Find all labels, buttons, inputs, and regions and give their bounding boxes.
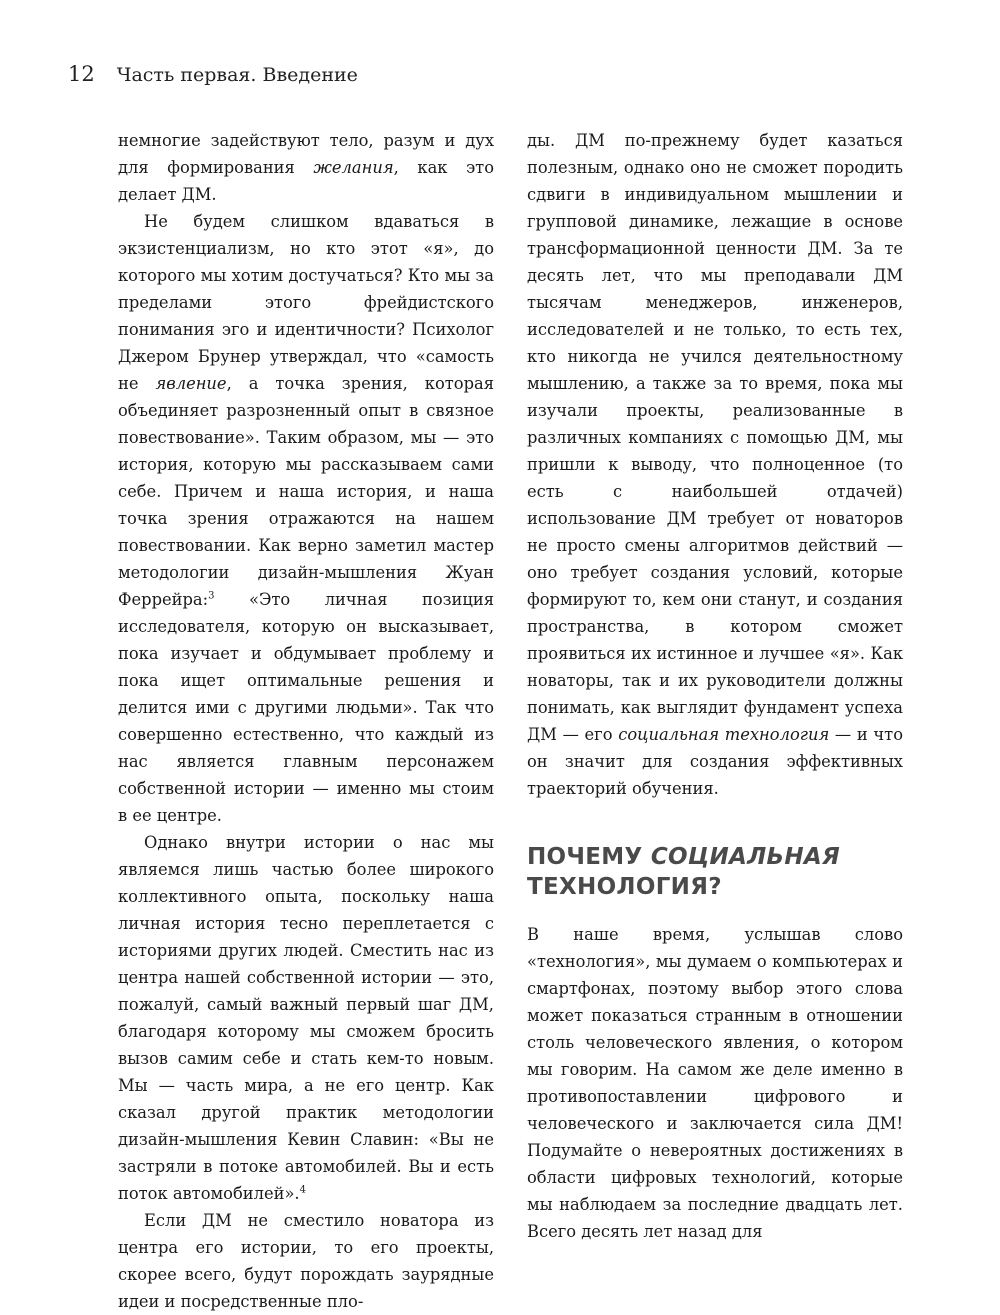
heading-segment: ПОЧЕМУ [527,844,651,870]
footnote-marker[interactable]: 3 [208,590,215,602]
paragraph-3 [118,829,494,1207]
emphasis: желания [313,158,394,177]
footnote-marker[interactable]: 4 [299,1184,306,1196]
text-segment: , а точка зрения, которая объединяет разрозненный опыт в связное повествование». Таким образом, мы — это история, которую мы рассказываем сами себе. Причем и наша история, и наша точка зрения отражаются на нашем повествовании. Как верно заметил мастер методологии дизайн-мышления Жуан Феррейра: [118,374,494,609]
text-segment: «Это личная позиция исследователя, которую он высказывает, пока изучает и обдумывает проблему и пока ищет оптимальные решения и делится ими с другими людьми». Так что совершенно естественно, что каждый из нас является главным персонажем собственной истории — именно мы стоим в ее центре. [118,590,494,825]
paragraph-2 [118,208,494,829]
left-column [118,127,494,1315]
text-segment: ды. ДМ по-прежнему будет казаться полезным, однако оно не сможет породить сдвиги в индивидуальном мышлении и групповой динамике, лежащие в основе трансформационной ценности ДМ. За те десять лет, что мы преподавали ДМ тысячам менеджеров, инженеров, исследователей и не только, то есть тех, кто никогда не учился деятельностному мышлению, а также за то время, пока мы изучали проекты, реализованные в различных компаниях с помощью ДМ, мы пришли к выводу, что полноценное (то есть с наибольшей отдачей) использование ДМ требует от новаторов не просто смены алгоритмов действий — оно требует создания условий, которые формируют то, кем они станут, и создания пространства, в котором сможет проявиться их истинное и лучшее «я». Как новаторы, так и их руководители должны понимать, как выглядит фундамент успеха ДМ — его [527,131,903,744]
paragraph-4: Если ДМ не сместило новатора из центра его истории, то его проекты, скорее всего, будут порождать заурядные идеи и посредственные пло- [118,1211,494,1311]
heading-segment: ТЕХНОЛОГИЯ? [527,874,722,900]
text-segment: Однако внутри истории о нас мы являемся лишь частью более широкого коллективного опыта, поскольку наша личная история тесно переплетается с историями других людей. Сместить нас из центра нашей собственной истории — это, пожалуй, самый важный первый шаг ДМ, благодаря которому мы сможем бросить вызов самим себе и стать кем-то новым. Мы — часть мира, а не его центр. Как сказал другой практик методологии дизайн-мышления Кевин Славин: «Вы не застряли в потоке автомобилей. Вы и есть поток автомобилей». [118,833,494,1203]
text-segment: немногие задействуют тело, разум и дух для формирования [118,131,494,177]
paragraph-continued [527,127,903,802]
text-segment: — и что он значит для создания эффективных траекторий обучения. [527,725,903,798]
heading-emphasis: СОЦИАЛЬНАЯ [650,844,841,870]
section-heading [527,842,903,902]
paragraph-section-start: В наше время, услышав слово «технология», мы думаем о компьютерах и смартфонах, поэтому выбор этого слова может показаться странным в отношении столь человеческого явления, о котором мы говорим. На самом же деле именно в противопоставлении цифрового и человеческого и заключается сила ДМ! Подумайте о невероятных достижениях в области цифровых технологий, которые мы наблюдаем за последние двадцать лет. Всего десять лет назад для [527,925,903,1241]
page-number: 12 [68,62,95,86]
running-header [68,62,358,86]
text-segment: Не будем слишком вдаваться в экзистенциализм, но кто этот «я», до которого мы хотим достучаться? Кто мы за пределами этого фрейдистского понимания эго и идентичности? Психолог Джером Брунер утверждал, что «самость не [118,212,494,393]
right-column [527,127,903,1245]
emphasis: социальная технология [618,725,830,744]
text-segment: , как это делает ДМ. [118,158,494,204]
emphasis: явление [155,374,227,393]
paragraph-1 [118,127,494,208]
running-title: Часть первая. Введение [116,64,358,86]
